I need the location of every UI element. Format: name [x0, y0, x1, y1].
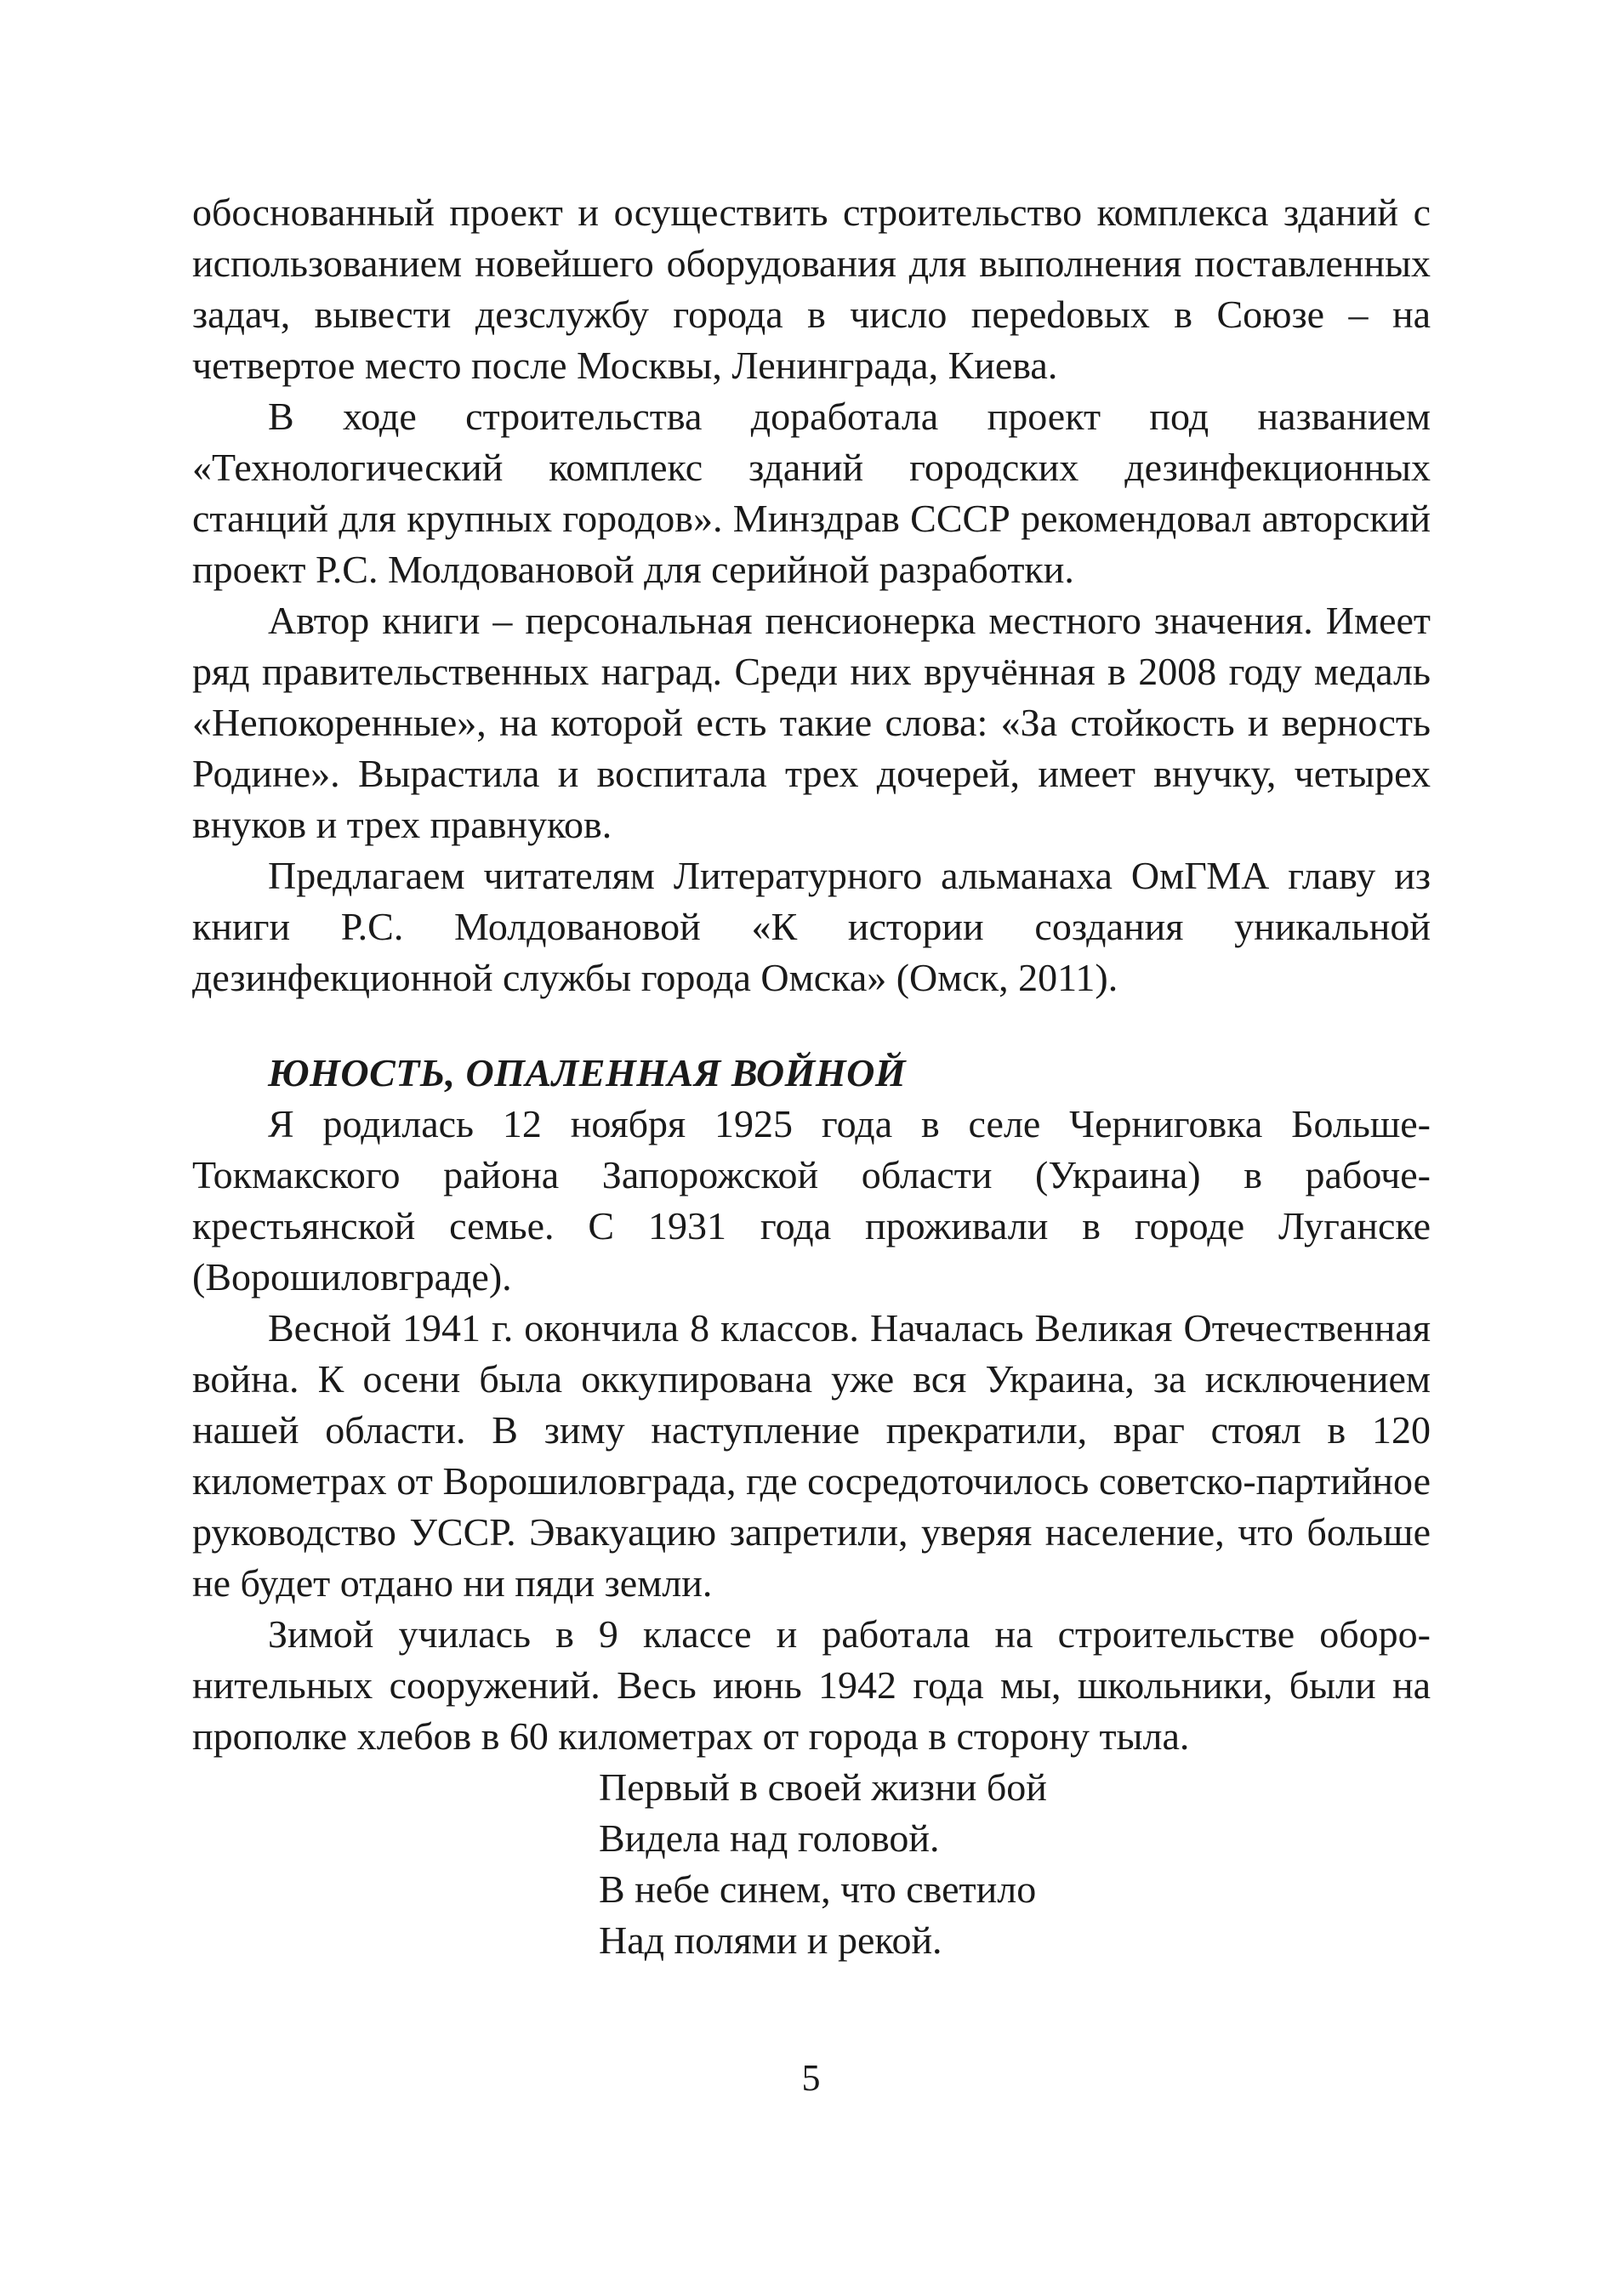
paragraph-project: В ходе строительства доработала проект под названием «Технологический комплекс зданий городских дезинфекционных станций для крупных городов». Минздрав СССР рекомендовал авторский проект Р.С. Молдовановой для серийной разработки.: [192, 395, 1431, 591]
paragraph-war-start: Весной 1941 г. окончила 8 классов. Началась Великая Отечественная война. К осени была оккупирована уже вся Украина, за исключением нашей области. В зиму наступление прекратили, враг стоял в 120 километрах от Ворошиловграда, где сосредоточилось советско-партийное руководство УССР. Эвакуацию запретили, уверяя население, что больше не будет отдано ни пяди земли.: [192, 1306, 1431, 1605]
paragraph-chapter-intro: Предлагаем читателям Литературного альманаха ОмГМА главу из книги Р.С. Молдовановой «К истории создания уникальной дезинфекционной службы города Омска» (Омск, 2011).: [192, 854, 1431, 999]
paragraph-intro-continued: обоснованный проект и осуществить строительство комплекса зданий с использованием новейшего оборудования для выполнения поставленных задач, вывести дезслужбу города в число переdовых в Союзе – на четвертое место после Москвы, Ленинграда, Киева.: [192, 190, 1431, 387]
page-number: 5: [801, 2057, 821, 2099]
poem-stanza: [192, 1762, 1431, 1966]
paragraph-author-awards: Автор книги – персональная пенсионерка местного значения. Имеет ряд правительственных наград. Среди них вручённая в 2008 году медаль «Непокоренные», на которой есть такие слова: «За стойкость и верность Родине». Вырастила и воспитала трех дочерей, имеет внучку, четырех внуков и трех правнуков.: [192, 599, 1431, 846]
poem-line: Над полями и рекой.: [599, 1918, 942, 1962]
poem-line: Первый в своей жизни бой: [599, 1765, 1047, 1809]
poem-line: В небе синем, что светило: [599, 1867, 1037, 1911]
poem-line: Видела над головой.: [599, 1816, 940, 1860]
paragraph-school-work: Зимой училась в 9 классе и работала на строительстве оборонительных сооружений. Весь июнь 1942 года мы, школьники, были на прополке хлебов в 60 километрах от города в сторону тыла.: [192, 1612, 1431, 1758]
page-text-body: [192, 187, 1431, 1966]
paragraph-birth: Я родилась 12 ноября 1925 года в селе Черниговка Больше-Токмакского района Запорожской области (Украина) в рабоче-крестьянской семье. С 1931 года проживали в городе Луганске (Ворошиловграде).: [192, 1102, 1431, 1299]
chapter-heading: ЮНОСТЬ, ОПАЛЕННАЯ ВОЙНОЙ: [268, 1051, 907, 1094]
